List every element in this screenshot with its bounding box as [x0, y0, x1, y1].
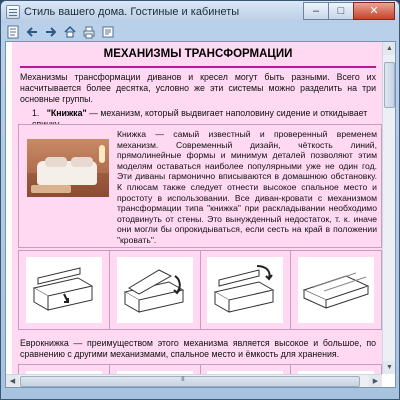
- list-number: 1.: [32, 108, 40, 118]
- book-step-1: [19, 251, 110, 329]
- print-icon[interactable]: [81, 24, 97, 40]
- title-bar[interactable]: [1, 1, 399, 23]
- horizontal-scroll-thumb[interactable]: [20, 376, 360, 387]
- book-step-3: [201, 251, 292, 329]
- sofa-step-icon: [300, 262, 372, 318]
- description-table: [18, 124, 382, 248]
- horizontal-scrollbar[interactable]: [6, 374, 382, 387]
- minimize-button[interactable]: –: [303, 2, 329, 20]
- vertical-scrollbar[interactable]: [382, 42, 395, 374]
- page-body: [12, 42, 382, 388]
- options-icon[interactable]: [100, 24, 116, 40]
- book-description: Книжка — самый известный и проверенный временем механизм. Современный дизайн, чёткость линий, прямолинейные формы и минимум деталей позволяют этим моделям оставаться наиболее популярными уже не один год. Эти диваны гармонично вписываются в домашнюю обстановку. К плюсам также следует отнести высокое спальное место и простоту в использовании. Все диван-кровати с механизмом трансформации типа "книжка" при раскладывании необходимо отодвинуть от стены. Это вынужденный недостаток, т. к. иначе они могли бы опрокидываться, если сесть на край в положении "кровать".: [117, 129, 377, 245]
- sofa-photo: [27, 139, 109, 197]
- vertical-scroll-thumb[interactable]: [384, 62, 395, 108]
- heading-rule: [20, 66, 376, 68]
- scroll-left-icon[interactable]: ◀: [6, 375, 19, 388]
- sofa-step-icon: [119, 262, 191, 318]
- toolbar: [5, 23, 395, 41]
- forward-arrow-icon[interactable]: [43, 24, 59, 40]
- eurobook-paragraph: Еврокнижка — преимуществом этого механизма является высокое и большое, по сравнению с другими механизмами, спальное место и ёмкость для хранения.: [20, 338, 376, 359]
- window-controls: [304, 2, 395, 20]
- home-icon[interactable]: [62, 24, 78, 40]
- scroll-down-icon[interactable]: ▼: [383, 361, 396, 374]
- content-pane[interactable]: [5, 41, 396, 388]
- intro-paragraph: Механизмы трансформации диванов и кресел могут быть разными. Всего их насчитывается более десятка, условно же эти системы можно разделить на три основные группы.: [20, 72, 376, 104]
- maximize-button[interactable]: □: [328, 2, 354, 20]
- book-step-2: [110, 251, 201, 329]
- sofa-step-icon: [209, 262, 281, 318]
- book-step-4: [291, 251, 381, 329]
- scroll-right-icon[interactable]: ▶: [369, 375, 382, 388]
- back-arrow-icon[interactable]: [24, 24, 40, 40]
- scroll-up-icon[interactable]: ▲: [383, 42, 396, 55]
- sofa-step-icon: [28, 262, 100, 318]
- book-steps-row: [18, 250, 382, 330]
- close-button[interactable]: ✕: [353, 2, 395, 20]
- app-document-icon: [6, 5, 20, 19]
- window-title: Стиль вашего дома. Гостиные и кабинеты: [24, 6, 240, 18]
- page-title: МЕХАНИЗМЫ ТРАНСФОРМАЦИИ: [103, 48, 293, 60]
- list-term: "Книжка": [46, 108, 87, 118]
- document-icon[interactable]: [5, 24, 21, 40]
- list-text: — механизм, который выдвигает наполовину сидение и откидывает: [89, 108, 368, 118]
